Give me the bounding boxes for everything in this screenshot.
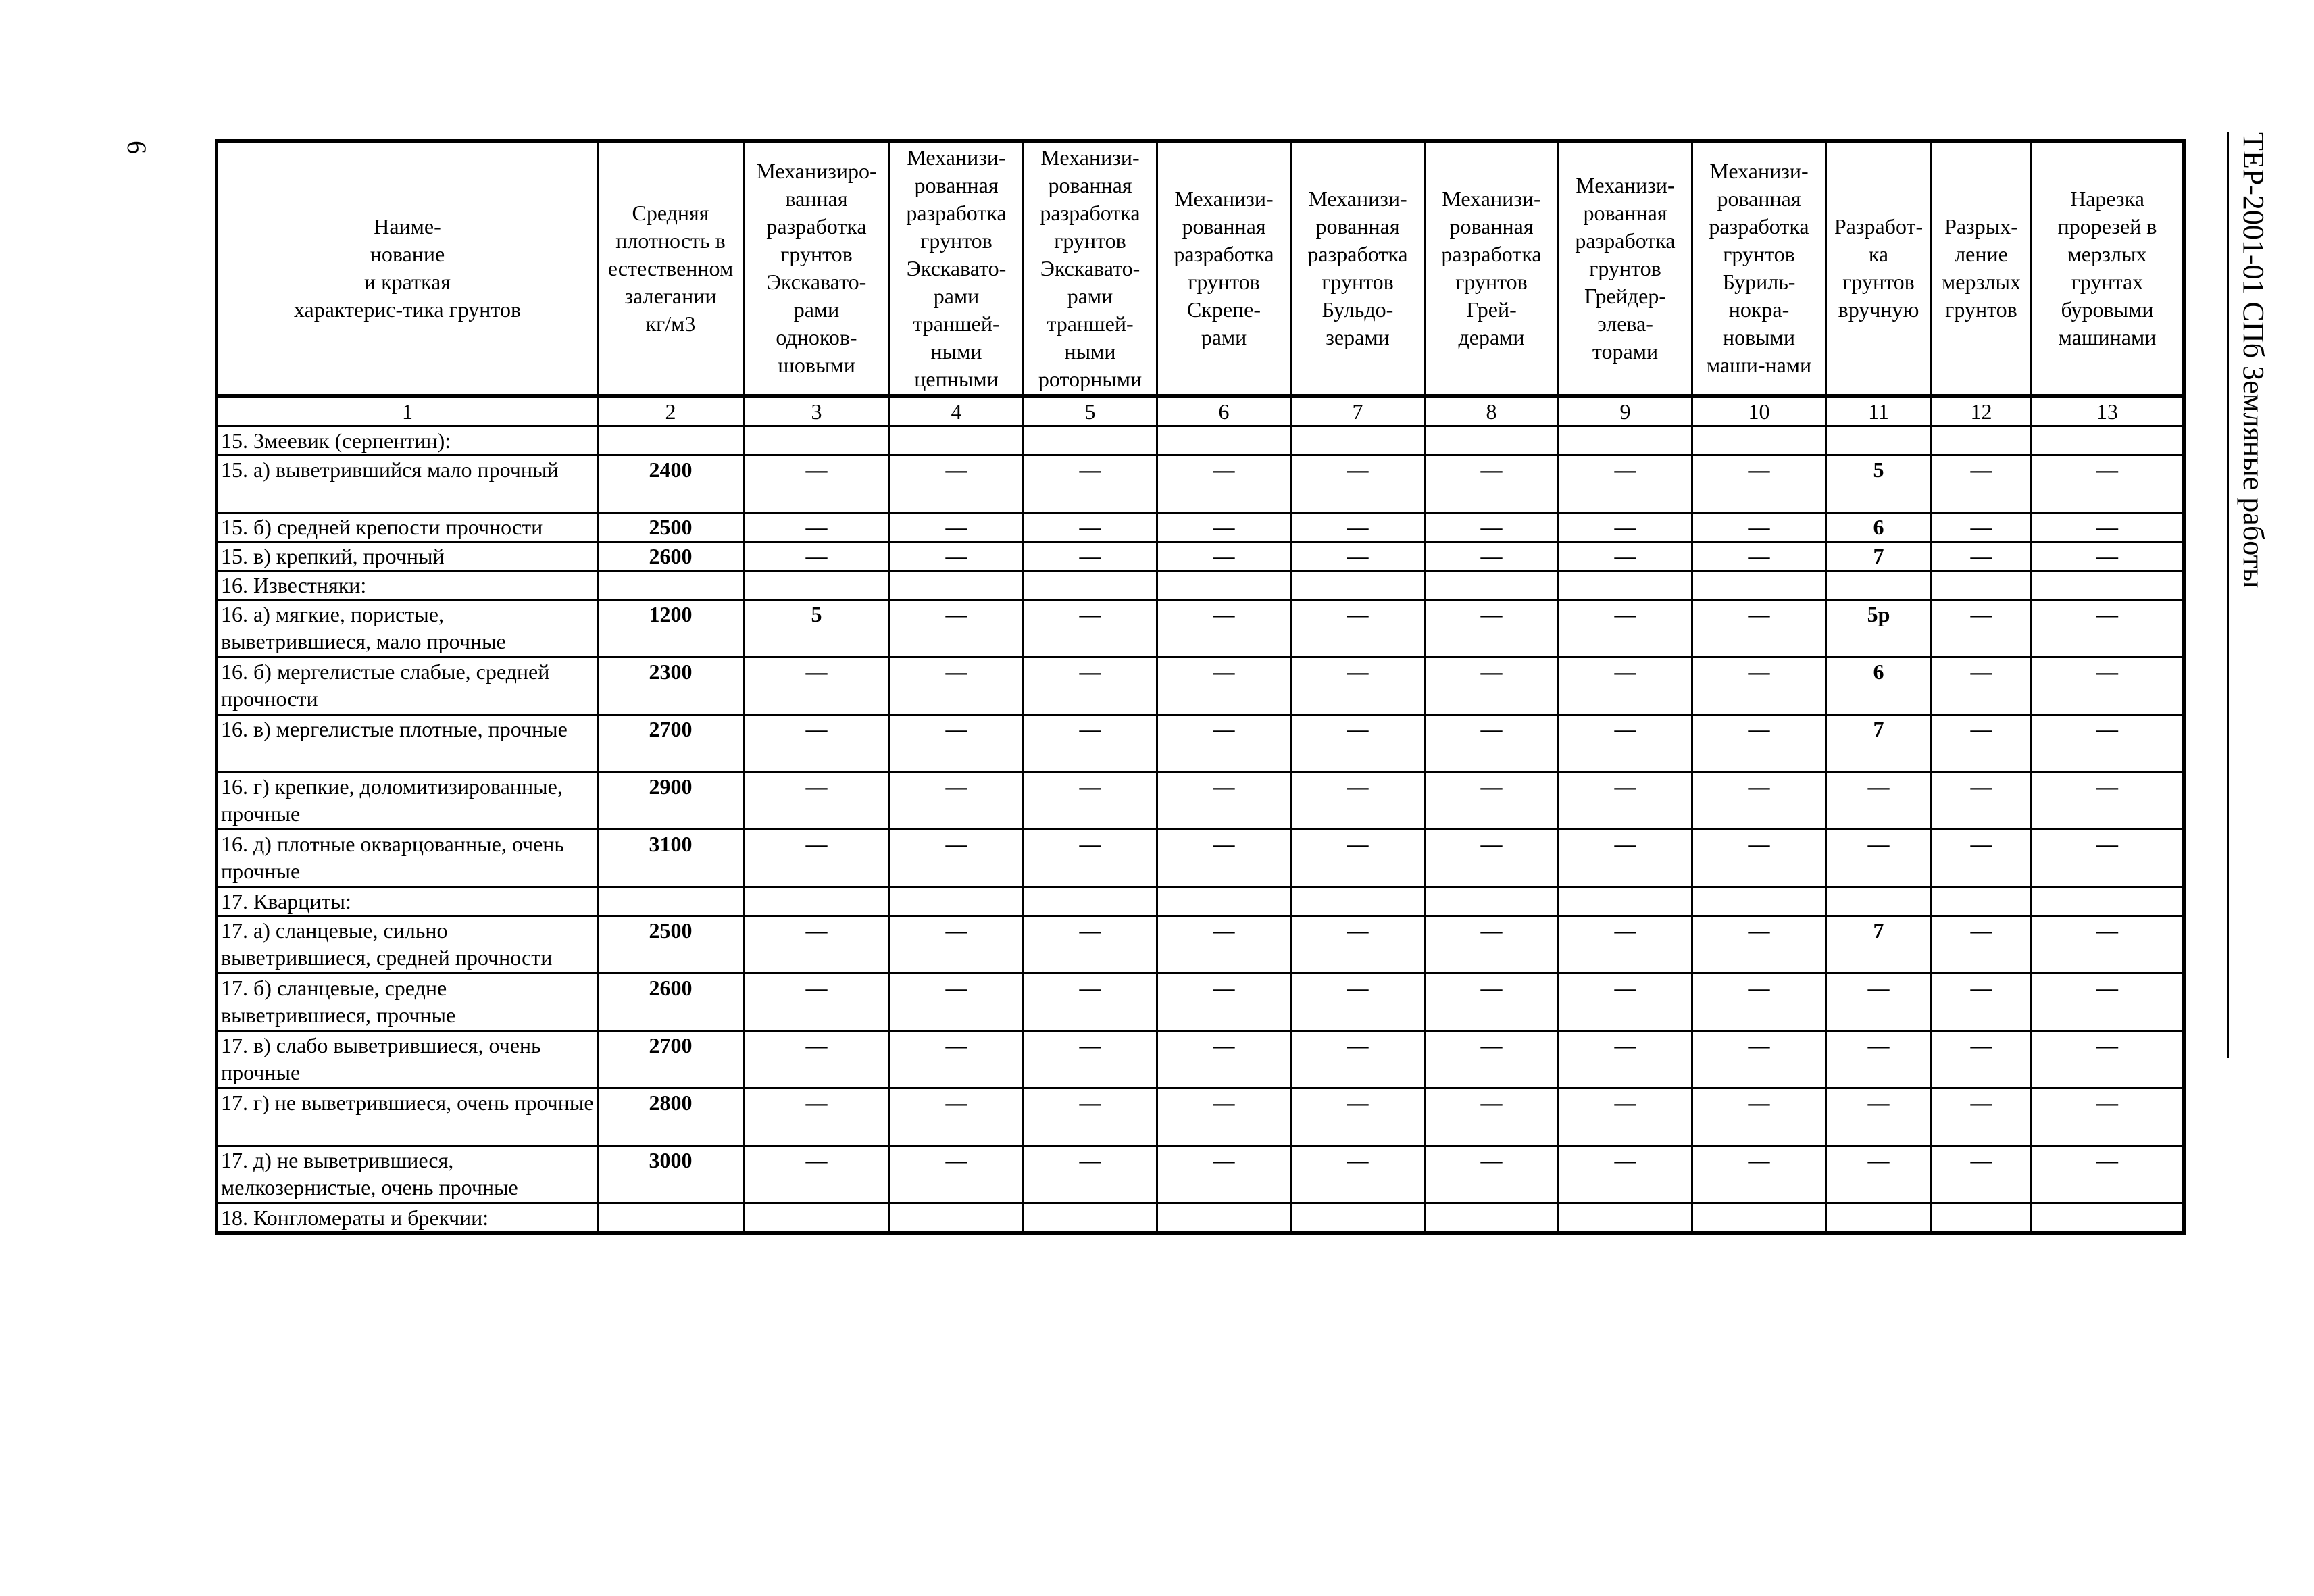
value-cell-col-6: — <box>1157 600 1291 657</box>
value-cell-col-12: — <box>1932 974 2032 1031</box>
value-cell-col-3: — <box>744 1031 890 1089</box>
value-cell-col-7: — <box>1291 455 1425 513</box>
column-header-9: Механизи- рованная разработка грунтов Грейдер- элева- торами <box>1559 141 1692 397</box>
value-cell-col-7: — <box>1291 974 1425 1031</box>
column-header-2: Средняя плотность в естественном залегании кг/м3 <box>598 141 744 397</box>
value-cell-col-5: — <box>1024 1146 1157 1203</box>
section-row <box>217 571 2184 600</box>
value-cell-col-12: — <box>1932 715 2032 772</box>
value-cell-col-12: — <box>1932 1089 2032 1146</box>
column-number-row <box>217 396 2184 426</box>
value-cell-col-9: — <box>1559 830 1692 887</box>
column-number-5: 5 <box>1024 396 1157 426</box>
density-cell: 3000 <box>598 1146 744 1203</box>
value-cell-col-9: — <box>1559 455 1692 513</box>
value-cell-col-11: — <box>1826 830 1932 887</box>
value-cell-col-8: — <box>1425 542 1559 571</box>
value-cell-col-9: — <box>1559 916 1692 974</box>
value-cell-col-6 <box>1157 887 1291 916</box>
value-cell-col-8: — <box>1425 657 1559 715</box>
column-number-4: 4 <box>890 396 1024 426</box>
value-cell-col-8: — <box>1425 1031 1559 1089</box>
value-cell-col-4: — <box>890 916 1024 974</box>
value-cell-col-5: — <box>1024 1089 1157 1146</box>
value-cell-col-12: — <box>1932 1031 2032 1089</box>
column-header-11: Разработ- ка грунтов вручную <box>1826 141 1932 397</box>
value-cell-col-12 <box>1932 1203 2032 1233</box>
value-cell-col-4 <box>890 426 1024 455</box>
value-cell-col-10: — <box>1692 455 1826 513</box>
value-cell-col-11 <box>1826 426 1932 455</box>
column-number-8: 8 <box>1425 396 1559 426</box>
value-cell-col-11: 6 <box>1826 513 1932 542</box>
value-cell-col-5: — <box>1024 715 1157 772</box>
value-cell-col-12: — <box>1932 916 2032 974</box>
value-cell-col-12: — <box>1932 830 2032 887</box>
value-cell-col-4: — <box>890 542 1024 571</box>
value-cell-col-7: — <box>1291 772 1425 830</box>
value-cell-col-5: — <box>1024 916 1157 974</box>
column-header-5: Механизи- рованная разработка грунтов Экскавато- рами траншей- ными роторными <box>1024 141 1157 397</box>
value-cell-col-11: — <box>1826 1146 1932 1203</box>
value-cell-col-8: — <box>1425 974 1559 1031</box>
column-number-12: 12 <box>1932 396 2032 426</box>
value-cell-col-3: — <box>744 1146 890 1203</box>
value-cell-col-5: — <box>1024 830 1157 887</box>
value-cell-col-5 <box>1024 887 1157 916</box>
value-cell-col-7: — <box>1291 1031 1425 1089</box>
column-number-13: 13 <box>2032 396 2184 426</box>
soil-name-cell: 15. Змеевик (серпентин): <box>217 426 598 455</box>
value-cell-col-3 <box>744 571 890 600</box>
table-row <box>217 542 2184 571</box>
table-row <box>217 916 2184 974</box>
page-number: 6 <box>122 141 152 154</box>
soil-name-cell: 16. г) крепкие, доломитизированные, прочные <box>217 772 598 830</box>
soil-name-cell: 17. Кварциты: <box>217 887 598 916</box>
value-cell-col-4: — <box>890 513 1024 542</box>
value-cell-col-4: — <box>890 1089 1024 1146</box>
value-cell-col-13: — <box>2032 1031 2184 1089</box>
value-cell-col-13: — <box>2032 513 2184 542</box>
value-cell-col-13: — <box>2032 542 2184 571</box>
value-cell-col-7: — <box>1291 916 1425 974</box>
value-cell-col-3 <box>744 1203 890 1233</box>
value-cell-col-8: — <box>1425 916 1559 974</box>
column-header-13: Нарезка прорезей в мерзлых грунтах буровыми машинами <box>2032 141 2184 397</box>
value-cell-col-6 <box>1157 426 1291 455</box>
density-cell <box>598 1203 744 1233</box>
column-number-10: 10 <box>1692 396 1826 426</box>
soil-name-cell: 17. д) не выветрившиеся, мелкозернистые, очень прочные <box>217 1146 598 1203</box>
value-cell-col-9 <box>1559 1203 1692 1233</box>
value-cell-col-7 <box>1291 887 1425 916</box>
value-cell-col-10: — <box>1692 715 1826 772</box>
value-cell-col-4: — <box>890 455 1024 513</box>
value-cell-col-7 <box>1291 426 1425 455</box>
value-cell-col-10: — <box>1692 772 1826 830</box>
value-cell-col-6: — <box>1157 916 1291 974</box>
value-cell-col-13: — <box>2032 1146 2184 1203</box>
value-cell-col-8 <box>1425 887 1559 916</box>
table-row <box>217 1146 2184 1203</box>
density-cell: 3100 <box>598 830 744 887</box>
value-cell-col-3: — <box>744 513 890 542</box>
value-cell-col-12: — <box>1932 513 2032 542</box>
table-row <box>217 830 2184 887</box>
value-cell-col-6: — <box>1157 657 1291 715</box>
value-cell-col-10: — <box>1692 1031 1826 1089</box>
value-cell-col-10: — <box>1692 1089 1826 1146</box>
density-cell: 2400 <box>598 455 744 513</box>
value-cell-col-6: — <box>1157 1089 1291 1146</box>
value-cell-col-11: 7 <box>1826 916 1932 974</box>
column-number-11: 11 <box>1826 396 1932 426</box>
value-cell-col-10: — <box>1692 830 1826 887</box>
value-cell-col-5: — <box>1024 657 1157 715</box>
value-cell-col-13 <box>2032 887 2184 916</box>
value-cell-col-8 <box>1425 1203 1559 1233</box>
column-header-12: Разрых- ление мерзлых грунтов <box>1932 141 2032 397</box>
soil-name-cell: 15. в) крепкий, прочный <box>217 542 598 571</box>
value-cell-col-11: — <box>1826 974 1932 1031</box>
value-cell-col-13 <box>2032 1203 2184 1233</box>
density-cell: 2800 <box>598 1089 744 1146</box>
value-cell-col-5: — <box>1024 542 1157 571</box>
value-cell-col-13: — <box>2032 715 2184 772</box>
value-cell-col-9: — <box>1559 772 1692 830</box>
value-cell-col-5: — <box>1024 974 1157 1031</box>
value-cell-col-5: — <box>1024 600 1157 657</box>
column-header-8: Механизи- рованная разработка грунтов Грей- дерами <box>1425 141 1559 397</box>
density-cell: 2600 <box>598 542 744 571</box>
value-cell-col-4: — <box>890 657 1024 715</box>
value-cell-col-8: — <box>1425 455 1559 513</box>
density-cell: 2700 <box>598 1031 744 1089</box>
value-cell-col-5 <box>1024 1203 1157 1233</box>
value-cell-col-6: — <box>1157 542 1291 571</box>
value-cell-col-11 <box>1826 1203 1932 1233</box>
value-cell-col-9: — <box>1559 1031 1692 1089</box>
value-cell-col-10: — <box>1692 657 1826 715</box>
table-row <box>217 1031 2184 1089</box>
value-cell-col-4: — <box>890 600 1024 657</box>
value-cell-col-11: 7 <box>1826 715 1932 772</box>
column-header-1: Наиме- нование и краткая характерис-тика грунтов <box>217 141 598 397</box>
value-cell-col-3 <box>744 887 890 916</box>
value-cell-col-9: — <box>1559 974 1692 1031</box>
value-cell-col-7: — <box>1291 600 1425 657</box>
value-cell-col-6: — <box>1157 974 1291 1031</box>
value-cell-col-9: — <box>1559 657 1692 715</box>
value-cell-col-7 <box>1291 1203 1425 1233</box>
column-header-7: Механизи- рованная разработка грунтов Бульдо- зерами <box>1291 141 1425 397</box>
value-cell-col-10: — <box>1692 1146 1826 1203</box>
value-cell-col-7: — <box>1291 830 1425 887</box>
value-cell-col-4 <box>890 887 1024 916</box>
value-cell-col-8: — <box>1425 1089 1559 1146</box>
value-cell-col-9: — <box>1559 1089 1692 1146</box>
value-cell-col-5: — <box>1024 513 1157 542</box>
value-cell-col-8: — <box>1425 715 1559 772</box>
soil-name-cell: 17. в) слабо выветрившиеся, очень прочные <box>217 1031 598 1089</box>
value-cell-col-8: — <box>1425 1146 1559 1203</box>
value-cell-col-11: 7 <box>1826 542 1932 571</box>
value-cell-col-5: — <box>1024 455 1157 513</box>
value-cell-col-9 <box>1559 571 1692 600</box>
section-row <box>217 426 2184 455</box>
value-cell-col-11 <box>1826 887 1932 916</box>
value-cell-col-12: — <box>1932 542 2032 571</box>
value-cell-col-12: — <box>1932 1146 2032 1203</box>
value-cell-col-11: 6 <box>1826 657 1932 715</box>
column-number-2: 2 <box>598 396 744 426</box>
value-cell-col-10 <box>1692 887 1826 916</box>
value-cell-col-13: — <box>2032 830 2184 887</box>
value-cell-col-7: — <box>1291 513 1425 542</box>
value-cell-col-8: — <box>1425 600 1559 657</box>
column-number-6: 6 <box>1157 396 1291 426</box>
value-cell-col-13: — <box>2032 455 2184 513</box>
value-cell-col-10: — <box>1692 600 1826 657</box>
value-cell-col-13: — <box>2032 916 2184 974</box>
value-cell-col-7: — <box>1291 715 1425 772</box>
value-cell-col-3: — <box>744 1089 890 1146</box>
value-cell-col-4: — <box>890 715 1024 772</box>
value-cell-col-11: — <box>1826 1031 1932 1089</box>
value-cell-col-8 <box>1425 571 1559 600</box>
section-row <box>217 1203 2184 1233</box>
density-cell <box>598 887 744 916</box>
table-row <box>217 772 2184 830</box>
value-cell-col-3: — <box>744 715 890 772</box>
value-cell-col-8: — <box>1425 513 1559 542</box>
value-cell-col-13: — <box>2032 600 2184 657</box>
value-cell-col-9 <box>1559 887 1692 916</box>
value-cell-col-13 <box>2032 571 2184 600</box>
value-cell-col-3: — <box>744 974 890 1031</box>
soil-classification-table <box>215 139 2186 1235</box>
soil-name-cell: 16. Известняки: <box>217 571 598 600</box>
value-cell-col-4: — <box>890 1146 1024 1203</box>
value-cell-col-3: — <box>744 830 890 887</box>
density-cell: 2900 <box>598 772 744 830</box>
value-cell-col-9: — <box>1559 513 1692 542</box>
value-cell-col-11: 5р <box>1826 600 1932 657</box>
section-row <box>217 887 2184 916</box>
soil-name-cell: 15. а) выветрившийся мало прочный <box>217 455 598 513</box>
value-cell-col-11: 5 <box>1826 455 1932 513</box>
value-cell-col-10: — <box>1692 916 1826 974</box>
column-header-3: Механизиро- ванная разработка грунтов Экскавато- рами одноков- шовыми <box>744 141 890 397</box>
value-cell-col-4: — <box>890 974 1024 1031</box>
value-cell-col-9: — <box>1559 542 1692 571</box>
value-cell-col-4: — <box>890 772 1024 830</box>
value-cell-col-8: — <box>1425 830 1559 887</box>
value-cell-col-5 <box>1024 571 1157 600</box>
value-cell-col-12: — <box>1932 600 2032 657</box>
value-cell-col-7: — <box>1291 657 1425 715</box>
value-cell-col-3 <box>744 426 890 455</box>
soil-name-cell: 17. г) не выветрившиеся, очень прочные <box>217 1089 598 1146</box>
density-cell: 2600 <box>598 974 744 1031</box>
value-cell-col-6: — <box>1157 513 1291 542</box>
value-cell-col-12 <box>1932 571 2032 600</box>
column-header-6: Механизи- рованная разработка грунтов Скрепе- рами <box>1157 141 1291 397</box>
side-rule <box>2227 132 2229 1058</box>
value-cell-col-13: — <box>2032 1089 2184 1146</box>
value-cell-col-12: — <box>1932 772 2032 830</box>
value-cell-col-10 <box>1692 571 1826 600</box>
density-cell: 2300 <box>598 657 744 715</box>
table-row <box>217 600 2184 657</box>
value-cell-col-12 <box>1932 426 2032 455</box>
value-cell-col-7: — <box>1291 1146 1425 1203</box>
value-cell-col-12: — <box>1932 455 2032 513</box>
value-cell-col-4: — <box>890 1031 1024 1089</box>
value-cell-col-8: — <box>1425 772 1559 830</box>
value-cell-col-11 <box>1826 571 1932 600</box>
value-cell-col-4 <box>890 1203 1024 1233</box>
value-cell-col-10: — <box>1692 542 1826 571</box>
value-cell-col-11: — <box>1826 1089 1932 1146</box>
column-number-3: 3 <box>744 396 890 426</box>
density-cell: 1200 <box>598 600 744 657</box>
value-cell-col-11: — <box>1826 772 1932 830</box>
column-number-9: 9 <box>1559 396 1692 426</box>
value-cell-col-9: — <box>1559 1146 1692 1203</box>
value-cell-col-7 <box>1291 571 1425 600</box>
value-cell-col-13 <box>2032 426 2184 455</box>
value-cell-col-12: — <box>1932 657 2032 715</box>
column-header-10: Механизи- рованная разработка грунтов Буриль- нокра- новыми маши-нами <box>1692 141 1826 397</box>
value-cell-col-9: — <box>1559 715 1692 772</box>
value-cell-col-5: — <box>1024 1031 1157 1089</box>
value-cell-col-6: — <box>1157 455 1291 513</box>
soil-name-cell: 16. б) мергелистые слабые, средней прочности <box>217 657 598 715</box>
value-cell-col-4 <box>890 571 1024 600</box>
value-cell-col-9 <box>1559 426 1692 455</box>
value-cell-col-6: — <box>1157 1031 1291 1089</box>
value-cell-col-10 <box>1692 1203 1826 1233</box>
value-cell-col-6: — <box>1157 772 1291 830</box>
table-row <box>217 455 2184 513</box>
value-cell-col-3: — <box>744 657 890 715</box>
column-number-7: 7 <box>1291 396 1425 426</box>
soil-name-cell: 17. а) сланцевые, сильно выветрившиеся, средней прочности <box>217 916 598 974</box>
value-cell-col-3: — <box>744 542 890 571</box>
density-cell: 2500 <box>598 513 744 542</box>
value-cell-col-4: — <box>890 830 1024 887</box>
value-cell-col-12 <box>1932 887 2032 916</box>
value-cell-col-5 <box>1024 426 1157 455</box>
table-row <box>217 715 2184 772</box>
header-row <box>217 141 2184 397</box>
value-cell-col-13: — <box>2032 657 2184 715</box>
soil-name-cell: 17. б) сланцевые, средне выветрившиеся, прочные <box>217 974 598 1031</box>
value-cell-col-13: — <box>2032 772 2184 830</box>
soil-name-cell: 18. Конгломераты и брекчии: <box>217 1203 598 1233</box>
soil-name-cell: 16. д) плотные окварцованные, очень прочные <box>217 830 598 887</box>
value-cell-col-13: — <box>2032 974 2184 1031</box>
value-cell-col-6 <box>1157 1203 1291 1233</box>
value-cell-col-6: — <box>1157 1146 1291 1203</box>
value-cell-col-3: — <box>744 455 890 513</box>
value-cell-col-8 <box>1425 426 1559 455</box>
value-cell-col-5: — <box>1024 772 1157 830</box>
value-cell-col-3: — <box>744 772 890 830</box>
table-row <box>217 657 2184 715</box>
value-cell-col-3: 5 <box>744 600 890 657</box>
column-number-1: 1 <box>217 396 598 426</box>
value-cell-col-10 <box>1692 426 1826 455</box>
value-cell-col-7: — <box>1291 542 1425 571</box>
value-cell-col-9: — <box>1559 600 1692 657</box>
density-cell: 2500 <box>598 916 744 974</box>
column-header-4: Механизи- рованная разработка грунтов Экскавато- рами траншей- ными цепными <box>890 141 1024 397</box>
density-cell <box>598 571 744 600</box>
soil-name-cell: 16. в) мергелистые плотные, прочные <box>217 715 598 772</box>
value-cell-col-6 <box>1157 571 1291 600</box>
density-cell <box>598 426 744 455</box>
value-cell-col-7: — <box>1291 1089 1425 1146</box>
soil-name-cell: 16. а) мягкие, пористые, выветрившиеся, мало прочные <box>217 600 598 657</box>
value-cell-col-6: — <box>1157 830 1291 887</box>
value-cell-col-6: — <box>1157 715 1291 772</box>
document-title: ТЕР-2001-01 СПб Земляные работы <box>2237 132 2270 589</box>
density-cell: 2700 <box>598 715 744 772</box>
table-row <box>217 974 2184 1031</box>
value-cell-col-3: — <box>744 916 890 974</box>
value-cell-col-10: — <box>1692 974 1826 1031</box>
value-cell-col-10: — <box>1692 513 1826 542</box>
soil-name-cell: 15. б) средней крепости прочности <box>217 513 598 542</box>
table-row <box>217 513 2184 542</box>
table-row <box>217 1089 2184 1146</box>
